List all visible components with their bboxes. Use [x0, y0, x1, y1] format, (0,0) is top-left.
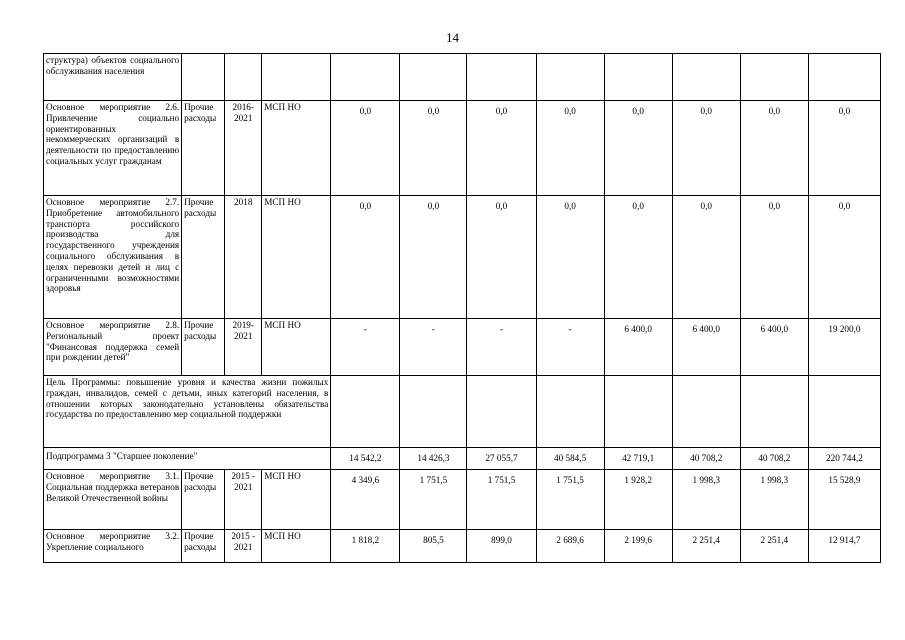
empty-cell — [225, 54, 262, 101]
value-cell: 0,0 — [536, 196, 604, 319]
value-cell: 805,5 — [400, 530, 467, 563]
table-row — [44, 54, 881, 101]
value-cell: 19 200,0 — [808, 319, 880, 376]
value-cell: 6 400,0 — [740, 319, 808, 376]
value-cell: 1 751,5 — [467, 470, 536, 530]
empty-cell — [467, 54, 536, 101]
value-cell: - — [467, 319, 536, 376]
table-row — [44, 448, 881, 470]
value-cell: 40 584,5 — [536, 448, 604, 470]
value-cell: 0,0 — [536, 101, 604, 196]
continuation-cell: структура) объектов социального обслуживания населения — [44, 54, 182, 101]
empty-cell — [331, 54, 400, 101]
empty-cell — [604, 376, 672, 448]
executor: МСП НО — [262, 470, 331, 530]
value-cell: 0,0 — [808, 101, 880, 196]
measure-description: Основное мероприятие 3.2. Укрепление социального — [44, 530, 182, 563]
executor: МСП НО — [262, 319, 331, 376]
executor: МСП НО — [262, 101, 331, 196]
value-cell: 0,0 — [467, 196, 536, 319]
expense-type: Прочие расходы — [182, 470, 225, 530]
value-cell: - — [331, 319, 400, 376]
measure-description: Основное мероприятие 2.6. Привлечение социально ориентированных некоммерческих организаций в деятельности по предоставлению социальных услуг гражданам — [44, 101, 182, 196]
page-number: 14 — [446, 30, 459, 45]
expense-type: Прочие расходы — [182, 530, 225, 563]
expense-type: Прочие расходы — [182, 196, 225, 319]
value-cell: 1 928,2 — [604, 470, 672, 530]
value-cell: 0,0 — [604, 101, 672, 196]
value-cell: 4 349,6 — [331, 470, 400, 530]
value-cell: - — [400, 319, 467, 376]
value-cell: 2 689,6 — [536, 530, 604, 563]
value-cell: 0,0 — [331, 196, 400, 319]
years: 2015 - 2021 — [225, 470, 262, 530]
expense-type: Прочие расходы — [182, 101, 225, 196]
empty-cell — [672, 376, 740, 448]
empty-cell — [400, 54, 467, 101]
value-cell: 0,0 — [467, 101, 536, 196]
value-cell: 0,0 — [808, 196, 880, 319]
value-cell: 15 528,9 — [808, 470, 880, 530]
value-cell: 220 744,2 — [808, 448, 880, 470]
value-cell: 899,0 — [467, 530, 536, 563]
years: 2018 — [225, 196, 262, 319]
empty-cell — [672, 54, 740, 101]
value-cell: 0,0 — [672, 101, 740, 196]
budget-table — [43, 53, 881, 563]
value-cell: 6 400,0 — [604, 319, 672, 376]
value-cell: 2 251,4 — [740, 530, 808, 563]
value-cell: 12 914,7 — [808, 530, 880, 563]
empty-cell — [331, 376, 400, 448]
value-cell: 1 751,5 — [536, 470, 604, 530]
value-cell: 14 542,2 — [331, 448, 400, 470]
table-row — [44, 101, 881, 196]
value-cell: 0,0 — [740, 196, 808, 319]
measure-description: Основное мероприятие 2.8. Региональный проект "Финансовая поддержка семей при рождении детей" — [44, 319, 182, 376]
table-row — [44, 530, 881, 563]
value-cell: 42 719,1 — [604, 448, 672, 470]
empty-cell — [604, 54, 672, 101]
empty-cell — [740, 54, 808, 101]
value-cell: 0,0 — [400, 101, 467, 196]
empty-cell — [182, 54, 225, 101]
value-cell: - — [536, 319, 604, 376]
value-cell: 14 426,3 — [400, 448, 467, 470]
table-row — [44, 196, 881, 319]
value-cell: 6 400,0 — [672, 319, 740, 376]
table-row — [44, 470, 881, 530]
value-cell: 1 818,2 — [331, 530, 400, 563]
value-cell: 2 251,4 — [672, 530, 740, 563]
executor: МСП НО — [262, 530, 331, 563]
empty-cell — [808, 54, 880, 101]
value-cell: 0,0 — [331, 101, 400, 196]
years: 2015 - 2021 — [225, 530, 262, 563]
years: 2019-2021 — [225, 319, 262, 376]
empty-cell — [467, 376, 536, 448]
empty-cell — [262, 54, 331, 101]
value-cell: 0,0 — [604, 196, 672, 319]
years: 2016-2021 — [225, 101, 262, 196]
table-row — [44, 319, 881, 376]
value-cell: 27 055,7 — [467, 448, 536, 470]
value-cell: 0,0 — [740, 101, 808, 196]
value-cell: 1 751,5 — [400, 470, 467, 530]
program-goal: Цель Программы: повышение уровня и качества жизни пожилых граждан, инвалидов, семей с детьми, иных категорий населения, в отношении которых законодательно установлены обязательства государства по предоставлению мер социальной поддержки — [44, 376, 331, 448]
subprogram-label: Подпрограмма 3 "Старшее поколение" — [44, 448, 331, 470]
value-cell: 0,0 — [400, 196, 467, 319]
value-cell: 1 998,3 — [672, 470, 740, 530]
empty-cell — [400, 376, 467, 448]
table-row — [44, 376, 881, 448]
executor: МСП НО — [262, 196, 331, 319]
empty-cell — [536, 376, 604, 448]
value-cell: 2 199,6 — [604, 530, 672, 563]
value-cell: 1 998,3 — [740, 470, 808, 530]
measure-description: Основное мероприятие 3.1. Социальная поддержка ветеранов Великой Отечественной войны — [44, 470, 182, 530]
empty-cell — [740, 376, 808, 448]
expense-type: Прочие расходы — [182, 319, 225, 376]
measure-description: Основное мероприятие 2.7. Приобретение автомобильного транспорта российского производства для государственного учреждения социального обслуживания в целях перевозки детей и лиц с ограниченными возможностями здоровья — [44, 196, 182, 319]
value-cell: 0,0 — [672, 196, 740, 319]
empty-cell — [808, 376, 880, 448]
value-cell: 40 708,2 — [672, 448, 740, 470]
value-cell: 40 708,2 — [740, 448, 808, 470]
empty-cell — [536, 54, 604, 101]
